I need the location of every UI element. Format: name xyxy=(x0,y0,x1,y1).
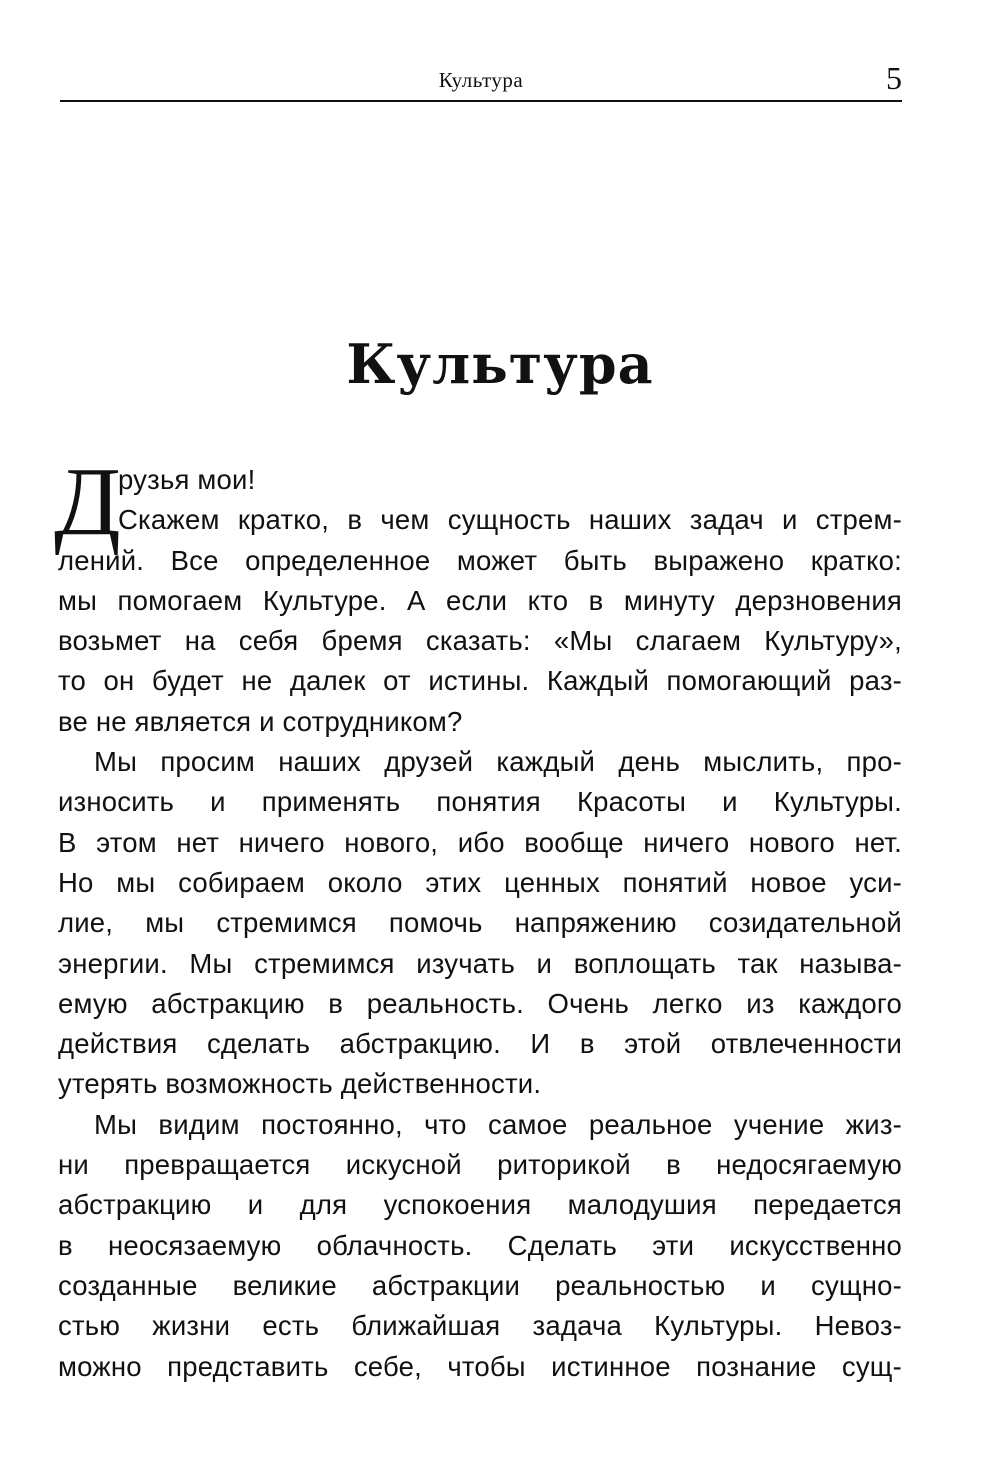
drop-cap: Д xyxy=(54,448,122,556)
page-number: 5 xyxy=(886,60,902,96)
chapter-title: Культура xyxy=(346,332,654,396)
body-text xyxy=(54,448,902,1387)
text-line: лений. Все определенное может быть выражено кратко: xyxy=(58,544,902,576)
text-line: ве не является и сотрудником? xyxy=(58,705,463,737)
text-line: Мы просим наших друзей каждый день мыслить, про- xyxy=(94,746,902,778)
text-line: Но мы собираем около этих ценных понятий новое уси- xyxy=(58,866,902,898)
text-line: то он будет не далек от истины. Каждый помогающий раз- xyxy=(58,665,902,697)
text-line: можно представить себе, чтобы истинное познание сущ- xyxy=(58,1350,902,1382)
text-line: емую абстракцию в реальность. Очень легко из каждого xyxy=(58,987,902,1019)
running-header xyxy=(60,60,902,102)
text-line: энергии. Мы стремимся изучать и воплощать так называ- xyxy=(58,947,902,979)
text-line: рузья мои! xyxy=(118,464,256,495)
text-line: действия сделать абстракцию. И в этой отвлеченности xyxy=(58,1028,902,1060)
text-line: возьмет на себя бремя сказать: «Мы слагаем Культуру», xyxy=(58,625,902,657)
text-line: созданные великие абстракции реальностью и сущно- xyxy=(58,1269,902,1301)
text-line: Скажем кратко, в чем сущность наших задач и стрем- xyxy=(118,504,902,536)
running-title: Культура xyxy=(438,68,524,92)
text-line: в неосязаемую облачность. Сделать эти искусственно xyxy=(58,1229,902,1261)
text-line: В этом нет ничего нового, ибо вообще ничего нового нет. xyxy=(58,826,902,858)
text-line: мы помогаем Культуре. А если кто в минуту дерзновения xyxy=(58,584,902,616)
text-line: Мы видим постоянно, что самое реальное учение жиз- xyxy=(94,1108,902,1140)
text-line: абстракцию и для успокоения малодушия передается xyxy=(58,1189,902,1221)
text-line: стью жизни есть ближайшая задача Культуры. Невоз- xyxy=(58,1310,902,1342)
text-line: утерять возможность действенности. xyxy=(58,1068,542,1100)
text-line: лие, мы стремимся помочь напряжению созидательной xyxy=(58,907,902,939)
text-line: износить и применять понятия Красоты и Культуры. xyxy=(58,786,902,818)
text-line: ни превращается искусной риторикой в недосягаемую xyxy=(58,1149,902,1181)
